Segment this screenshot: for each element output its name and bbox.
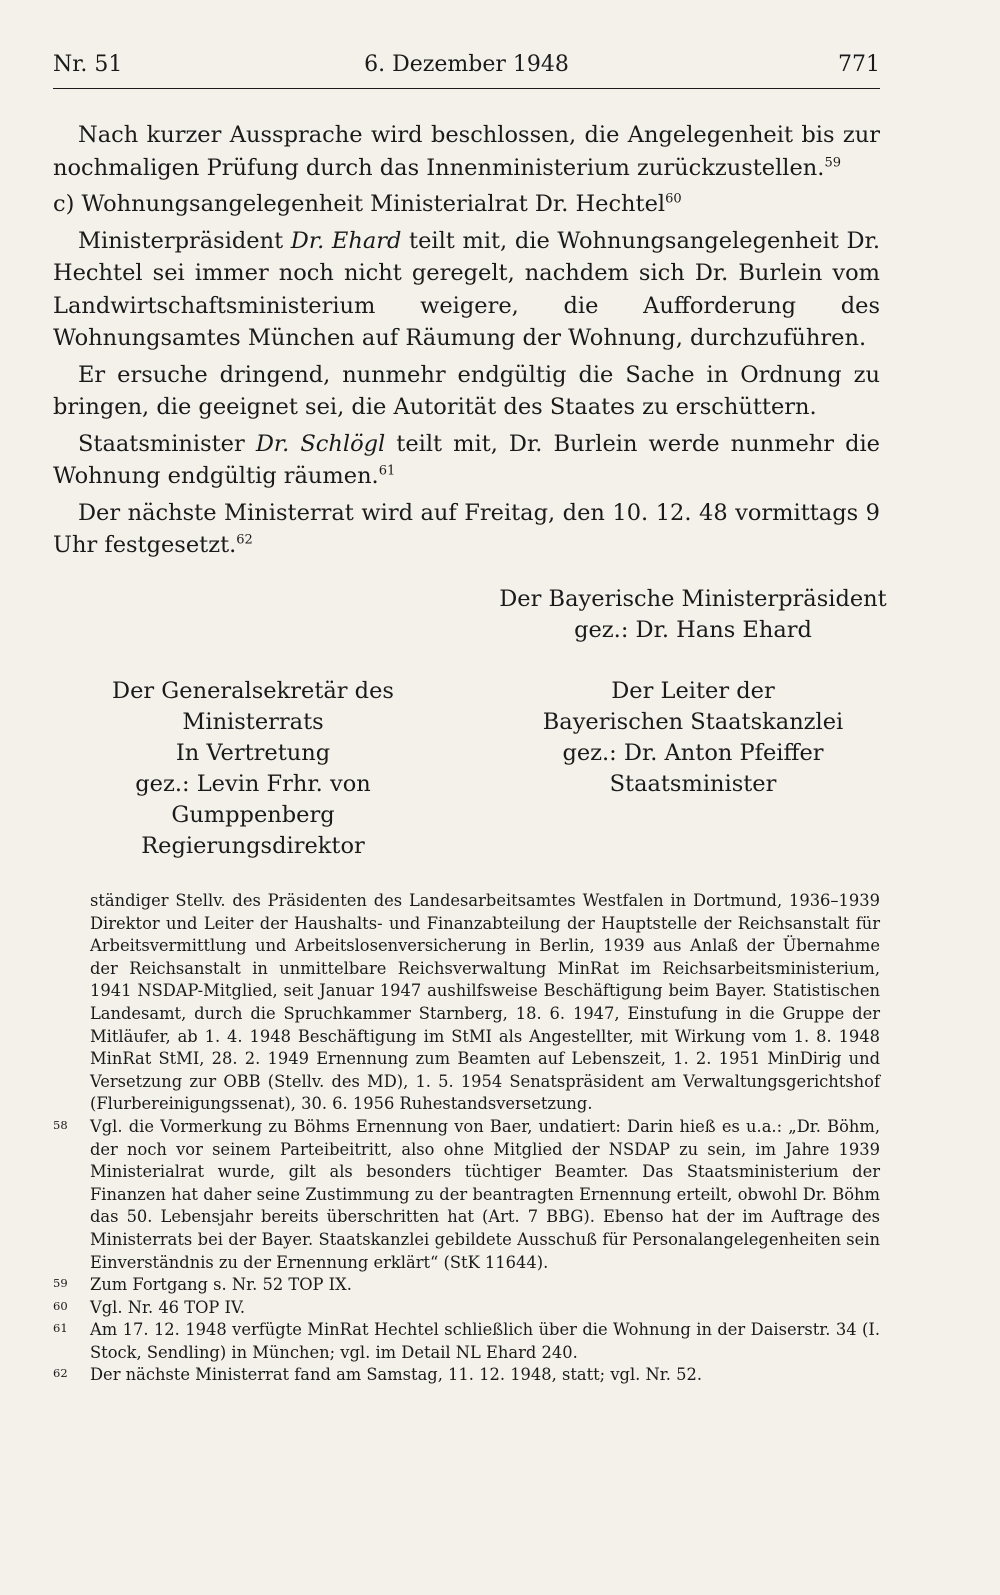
signature-line: In Vertretung bbox=[175, 739, 331, 766]
header-date: 6. Dezember 1948 bbox=[364, 52, 569, 77]
footnote-text: Vgl. die Vormerkung zu Böhms Ernennung von Baer, undatiert: Darin hieß es u.a.: „Dr. Böhm, der noch vor seinem Parteibeitritt, also ohne Mitglied der NSDAP zu sein, im Jahre 1939 Ministerialrat wurde, gilt als besonders tüchtiger Beamter. Das Staatsministerium der Finanzen hat daher seine Zustimmung zu der beantragten Ernennung erteilt, obwohl Dr. Böhm das 50. Lebensjahr bereits überschritten hat (Art. 7 BBG). Ebenso hat der im Auftrage des Ministerrats bei der Bayer. Staatskanzlei gebildete Ausschuß für Personalangelegenheiten sein Einverständnis zu der Ernennung erklärt“ (StK 11644). bbox=[90, 1116, 880, 1272]
paragraph-text: Staatsminister bbox=[78, 430, 256, 457]
speaker-name: Dr. Schlögl bbox=[255, 430, 386, 457]
footnote-text: Vgl. Nr. 46 TOP IV. bbox=[90, 1297, 246, 1317]
signature-generalsekretaer bbox=[53, 676, 453, 862]
agenda-item-c bbox=[53, 188, 880, 221]
signature-block bbox=[53, 584, 887, 859]
page-number: 771 bbox=[838, 52, 880, 77]
signature-line: Der Bayerische Ministerpräsident bbox=[499, 585, 887, 612]
footnote-62 bbox=[53, 1364, 880, 1387]
footnote-61 bbox=[53, 1319, 880, 1364]
signature-line: Staatsminister bbox=[609, 770, 777, 797]
paragraph-text: Er ersuche dringend, nunmehr endgültig die Sache in Ordnung zu bringen, die geeignet sei, die Autorität des Staates zu erschüttern. bbox=[53, 361, 880, 420]
header-rule bbox=[53, 88, 880, 89]
signature-line: Bayerischen Staatskanzlei bbox=[542, 708, 844, 735]
speaker-name: Dr. Ehard bbox=[290, 227, 402, 254]
paragraph-text: Ministerpräsident bbox=[78, 227, 291, 254]
signature-line: Der Generalsekretär des bbox=[112, 677, 394, 704]
signature-line: Ministerrats bbox=[182, 708, 324, 735]
issue-number: Nr. 51 bbox=[53, 52, 123, 77]
protocol-body bbox=[53, 119, 880, 562]
footnote-text: Der nächste Ministerrat fand am Samstag, 11. 12. 1948, statt; vgl. Nr. 52. bbox=[90, 1365, 702, 1385]
footnote-text: Zum Fortgang s. Nr. 52 TOP IX. bbox=[90, 1275, 352, 1295]
signature-ministerpraesident bbox=[493, 584, 893, 646]
footnote-60 bbox=[53, 1297, 880, 1320]
paragraph-ehard bbox=[53, 225, 880, 355]
footnote-number: 59 bbox=[53, 1276, 68, 1291]
signature-staatskanzlei bbox=[493, 676, 893, 800]
signature-line: Regierungsdirektor bbox=[141, 832, 365, 859]
footnote-number: 60 bbox=[53, 1298, 68, 1313]
paragraph-text: teilt mit, Dr. Burlein werde nunmehr die Wohnung endgültig räumen. bbox=[53, 430, 880, 489]
footnote-ref-62[interactable]: 62 bbox=[236, 532, 253, 548]
signature-line: gez.: Dr. Anton Pfeiffer bbox=[562, 739, 824, 766]
signature-line: Der Leiter der bbox=[611, 677, 775, 704]
footnote-continuation: ständiger Stellv. des Präsidenten des Landesarbeitsamtes Westfalen in Dortmund, 1936–1939 Direktor und Leiter der Haushalts- und Finanzabteilung der Hauptstelle der Reichsanstalt für Arbeitsvermittlung und Arbeitslosenversicherung in Berlin, 1939 aus Anlaß der Übernahme der Reichsanstalt in unmittelbare Reichsverwaltung MinRat im Reichsarbeitsministerium, 1941 NSDAP-Mitglied, seit Januar 1947 aushilfsweise Beschäftigung beim Bayer. Statistischen Landesamt, durch die Spruchkammer Starnberg, 18. 6. 1947, Einstufung in die Gruppe der Mitläufer, ab 1. 4. 1948 Beschäftigung im StMI als Angestellter, mit Wirkung vom 1. 8. 1948 MinRat StMI, 28. 2. 1949 Ernennung zum Beamten auf Lebenszeit, 1. 2. 1951 MinDirig und Versetzung zur OBB (Stellv. des MD), 1. 5. 1954 Senatspräsident am Verwaltungsgerichtshof (Flurbereinigungssenat), 30. 6. 1956 Ruhestandsversetzung. bbox=[90, 891, 880, 1114]
paragraph-text: teilt mit, die Wohnungsangelegenheit Dr. Hechtel sei immer noch nicht geregelt, nachdem sich Dr. Burlein vom Landwirtschaftsministerium weigere, die Aufforderung des Wohnungsamtes München auf Räumung der Wohnung, durchzuführen. bbox=[53, 227, 880, 351]
footnote-59 bbox=[53, 1274, 880, 1297]
signature-line: gez.: Levin Frhr. von Gumppenberg bbox=[135, 770, 371, 828]
agenda-item-title: c) Wohnungsangelegenheit Ministerialrat Dr. Hechtel bbox=[53, 191, 666, 217]
footnote-number: 62 bbox=[53, 1366, 68, 1381]
page-content bbox=[53, 48, 887, 859]
paragraph-ersuche bbox=[53, 359, 880, 424]
footnotes bbox=[53, 890, 880, 1387]
footnote-number: 61 bbox=[53, 1321, 68, 1336]
signature-line: gez.: Dr. Hans Ehard bbox=[574, 616, 812, 643]
paragraph-aussprache bbox=[53, 119, 880, 184]
footnote-ref-61[interactable]: 61 bbox=[378, 463, 396, 479]
paragraph-text: Nach kurzer Aussprache wird beschlossen, die Angelegenheit bis zur nochmaligen Prüfung durch das Innenministerium zurückzustellen. bbox=[53, 122, 880, 181]
running-header bbox=[53, 48, 880, 88]
footnote-number: 58 bbox=[53, 1117, 68, 1132]
paragraph-next-meeting bbox=[53, 497, 880, 562]
footnote-ref-59[interactable]: 59 bbox=[824, 155, 841, 170]
footnote-text: Am 17. 12. 1948 verfügte MinRat Hechtel schließlich über die Wohnung in der Daiserstr. 34 (I. Stock, Sendling) in München; vgl. im Detail NL Ehard 240. bbox=[90, 1320, 880, 1362]
paragraph-text: Der nächste Ministerrat wird auf Freitag, den 10. 12. 48 vormittags 9 Uhr festgesetzt. bbox=[53, 499, 880, 558]
footnote-ref-60[interactable]: 60 bbox=[665, 191, 682, 207]
footnote-58 bbox=[53, 1116, 880, 1274]
paragraph-schloegl bbox=[53, 428, 880, 493]
